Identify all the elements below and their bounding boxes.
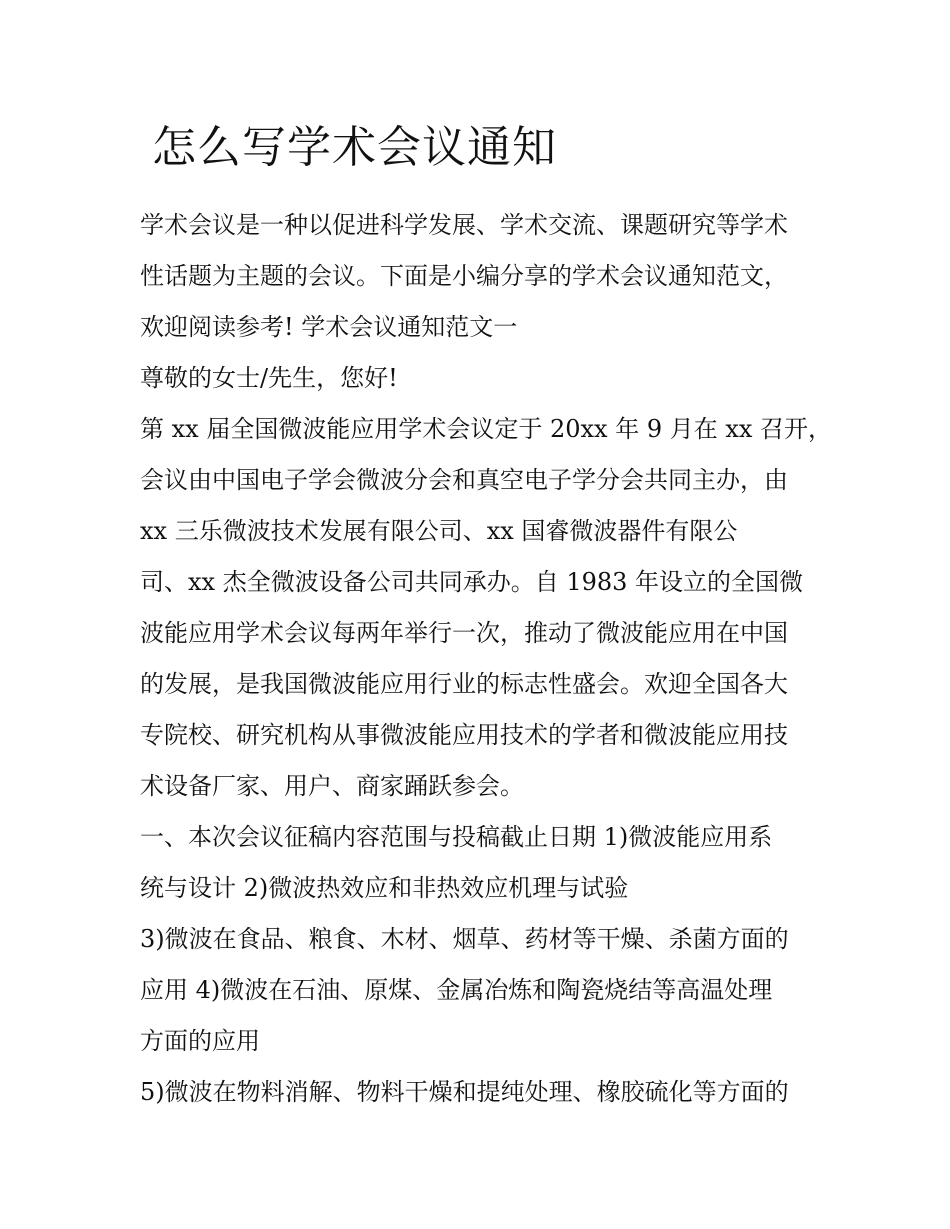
document-title: 怎么写学术会议通知 (152, 122, 557, 173)
document-body (140, 200, 833, 1118)
text-line: 5)微波在物料消解、物料干燥和提纯处理、橡胶硫化等方面的 (140, 1078, 789, 1106)
text-line: 性话题为主题的会议。下面是小编分享的学术会议通知范文， (140, 262, 788, 290)
text-line: 尊敬的女士/先生，您好! (140, 364, 398, 392)
text-line: 统与设计 2)微波热效应和非热效应机理与试验 (140, 874, 629, 902)
text-line: 司、xx 杰全微波设备公司共同承办。自 1983 年设立的全国微 (140, 568, 804, 596)
text-line: 会议由中国电子学会微波分会和真空电子学分会共同主办，由 (140, 466, 788, 494)
text-line: 3)微波在食品、粮食、木材、烟草、药材等干燥、杀菌方面的 (140, 925, 789, 953)
text-line: xx 三乐微波技术发展有限公司、xx 国睿微波器件有限公 (140, 517, 738, 545)
text-line: 专院校、研究机构从事微波能应用技术的学者和微波能应用技 (140, 721, 788, 749)
text-line: 波能应用学术会议每两年举行一次，推动了微波能应用在中国 (140, 619, 788, 647)
text-line: 第 xx 届全国微波能应用学术会议定于 20xx 年 9 月在 xx 召开， (140, 415, 833, 443)
text-line: 欢迎阅读参考! 学术会议通知范文一 (140, 313, 518, 341)
text-line: 的发展，是我国微波能应用行业的标志性盛会。欢迎全国各大 (140, 670, 788, 698)
text-line: 学术会议是一种以促进科学发展、学术交流、课题研究等学术 (140, 211, 788, 239)
text-line: 应用 4)微波在石油、原煤、金属冶炼和陶瓷烧结等高温处理 (140, 976, 773, 1004)
text-line: 术设备厂家、用户、商家踊跃参会。 (140, 772, 524, 800)
text-line: 一、本次会议征稿内容范围与投稿截止日期 1)微波能应用系 (140, 823, 773, 851)
text-line: 方面的应用 (140, 1027, 260, 1055)
